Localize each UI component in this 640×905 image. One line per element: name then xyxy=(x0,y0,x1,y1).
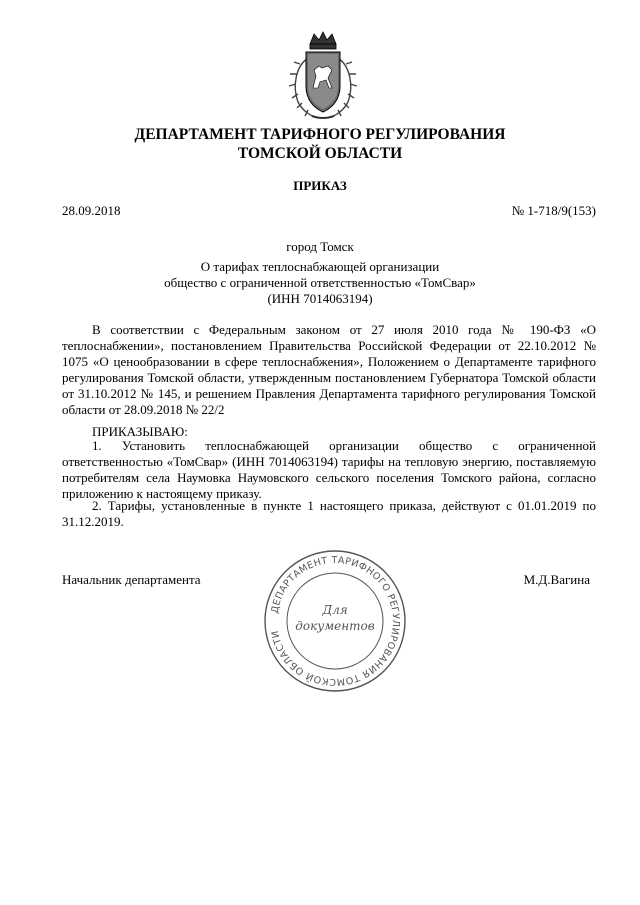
document-number: № 1-718/9(153) xyxy=(511,203,596,218)
order-item-1: 1. Установить теплоснабжающей организации общество с ограниченной ответственностью «ТомСвар» (ИНН 7014063194) тарифы на тепловую энергию, поставляемую потребителям села Наумовка Наумовского сельского поселения Томского района, согласно приложению к настоящему приказу. xyxy=(62,438,596,501)
coat-of-arms-emblem xyxy=(286,30,360,122)
signatory-name: М.Д.Вагина xyxy=(523,572,590,587)
department-name-line1: ДЕПАРТАМЕНТ ТАРИФНОГО РЕГУЛИРОВАНИЯ xyxy=(134,126,506,143)
subject-line-3: (ИНН 7014063194) xyxy=(267,291,373,306)
signatory-position: Начальник департамента xyxy=(62,572,201,587)
preamble-paragraph: В соответствии с Федеральным законом от 27 июля 2010 года № 190-ФЗ «О теплоснабжении», постановлением Правительства Российской Федерации от 22.10.2012 № 1075 «О ценообразовании в сфере теплоснабжения», Положением о Департаменте тарифного регулирования Томской области, утвержденным постановлением Губернатора Томской области от 31.10.2012 № 145, и решением Правления Департамента тарифного регулирования Томской области от 28.09.2018 № 22/2 xyxy=(62,322,596,417)
city-line: город Томск xyxy=(286,239,354,254)
document-date: 28.09.2018 xyxy=(62,203,121,218)
subject-line-2: общество с ограниченной ответственностью «ТомСвар» xyxy=(164,275,476,290)
subject-line-1: О тарифах теплоснабжающей организации xyxy=(200,259,440,274)
order-word: ПРИКАЗЫВАЮ: xyxy=(92,424,188,439)
order-item-2: 2. Тарифы, установленные в пункте 1 настоящего приказа, действуют с 01.01.2019 по 31.12.2019. xyxy=(62,498,596,529)
stamp-center-line-1: Для xyxy=(322,603,348,617)
stamp-center-line-2: документов xyxy=(295,619,375,633)
official-stamp xyxy=(262,548,408,694)
department-name-line2: ТОМСКОЙ ОБЛАСТИ xyxy=(237,145,403,162)
document-type-title: ПРИКАЗ xyxy=(293,178,347,193)
stamp-ring-text: ДЕПАРТАМЕНТ ТАРИФНОГО РЕГУЛИРОВАНИЯ ТОМСКОЙ ОБЛАСТИ xyxy=(269,554,402,688)
